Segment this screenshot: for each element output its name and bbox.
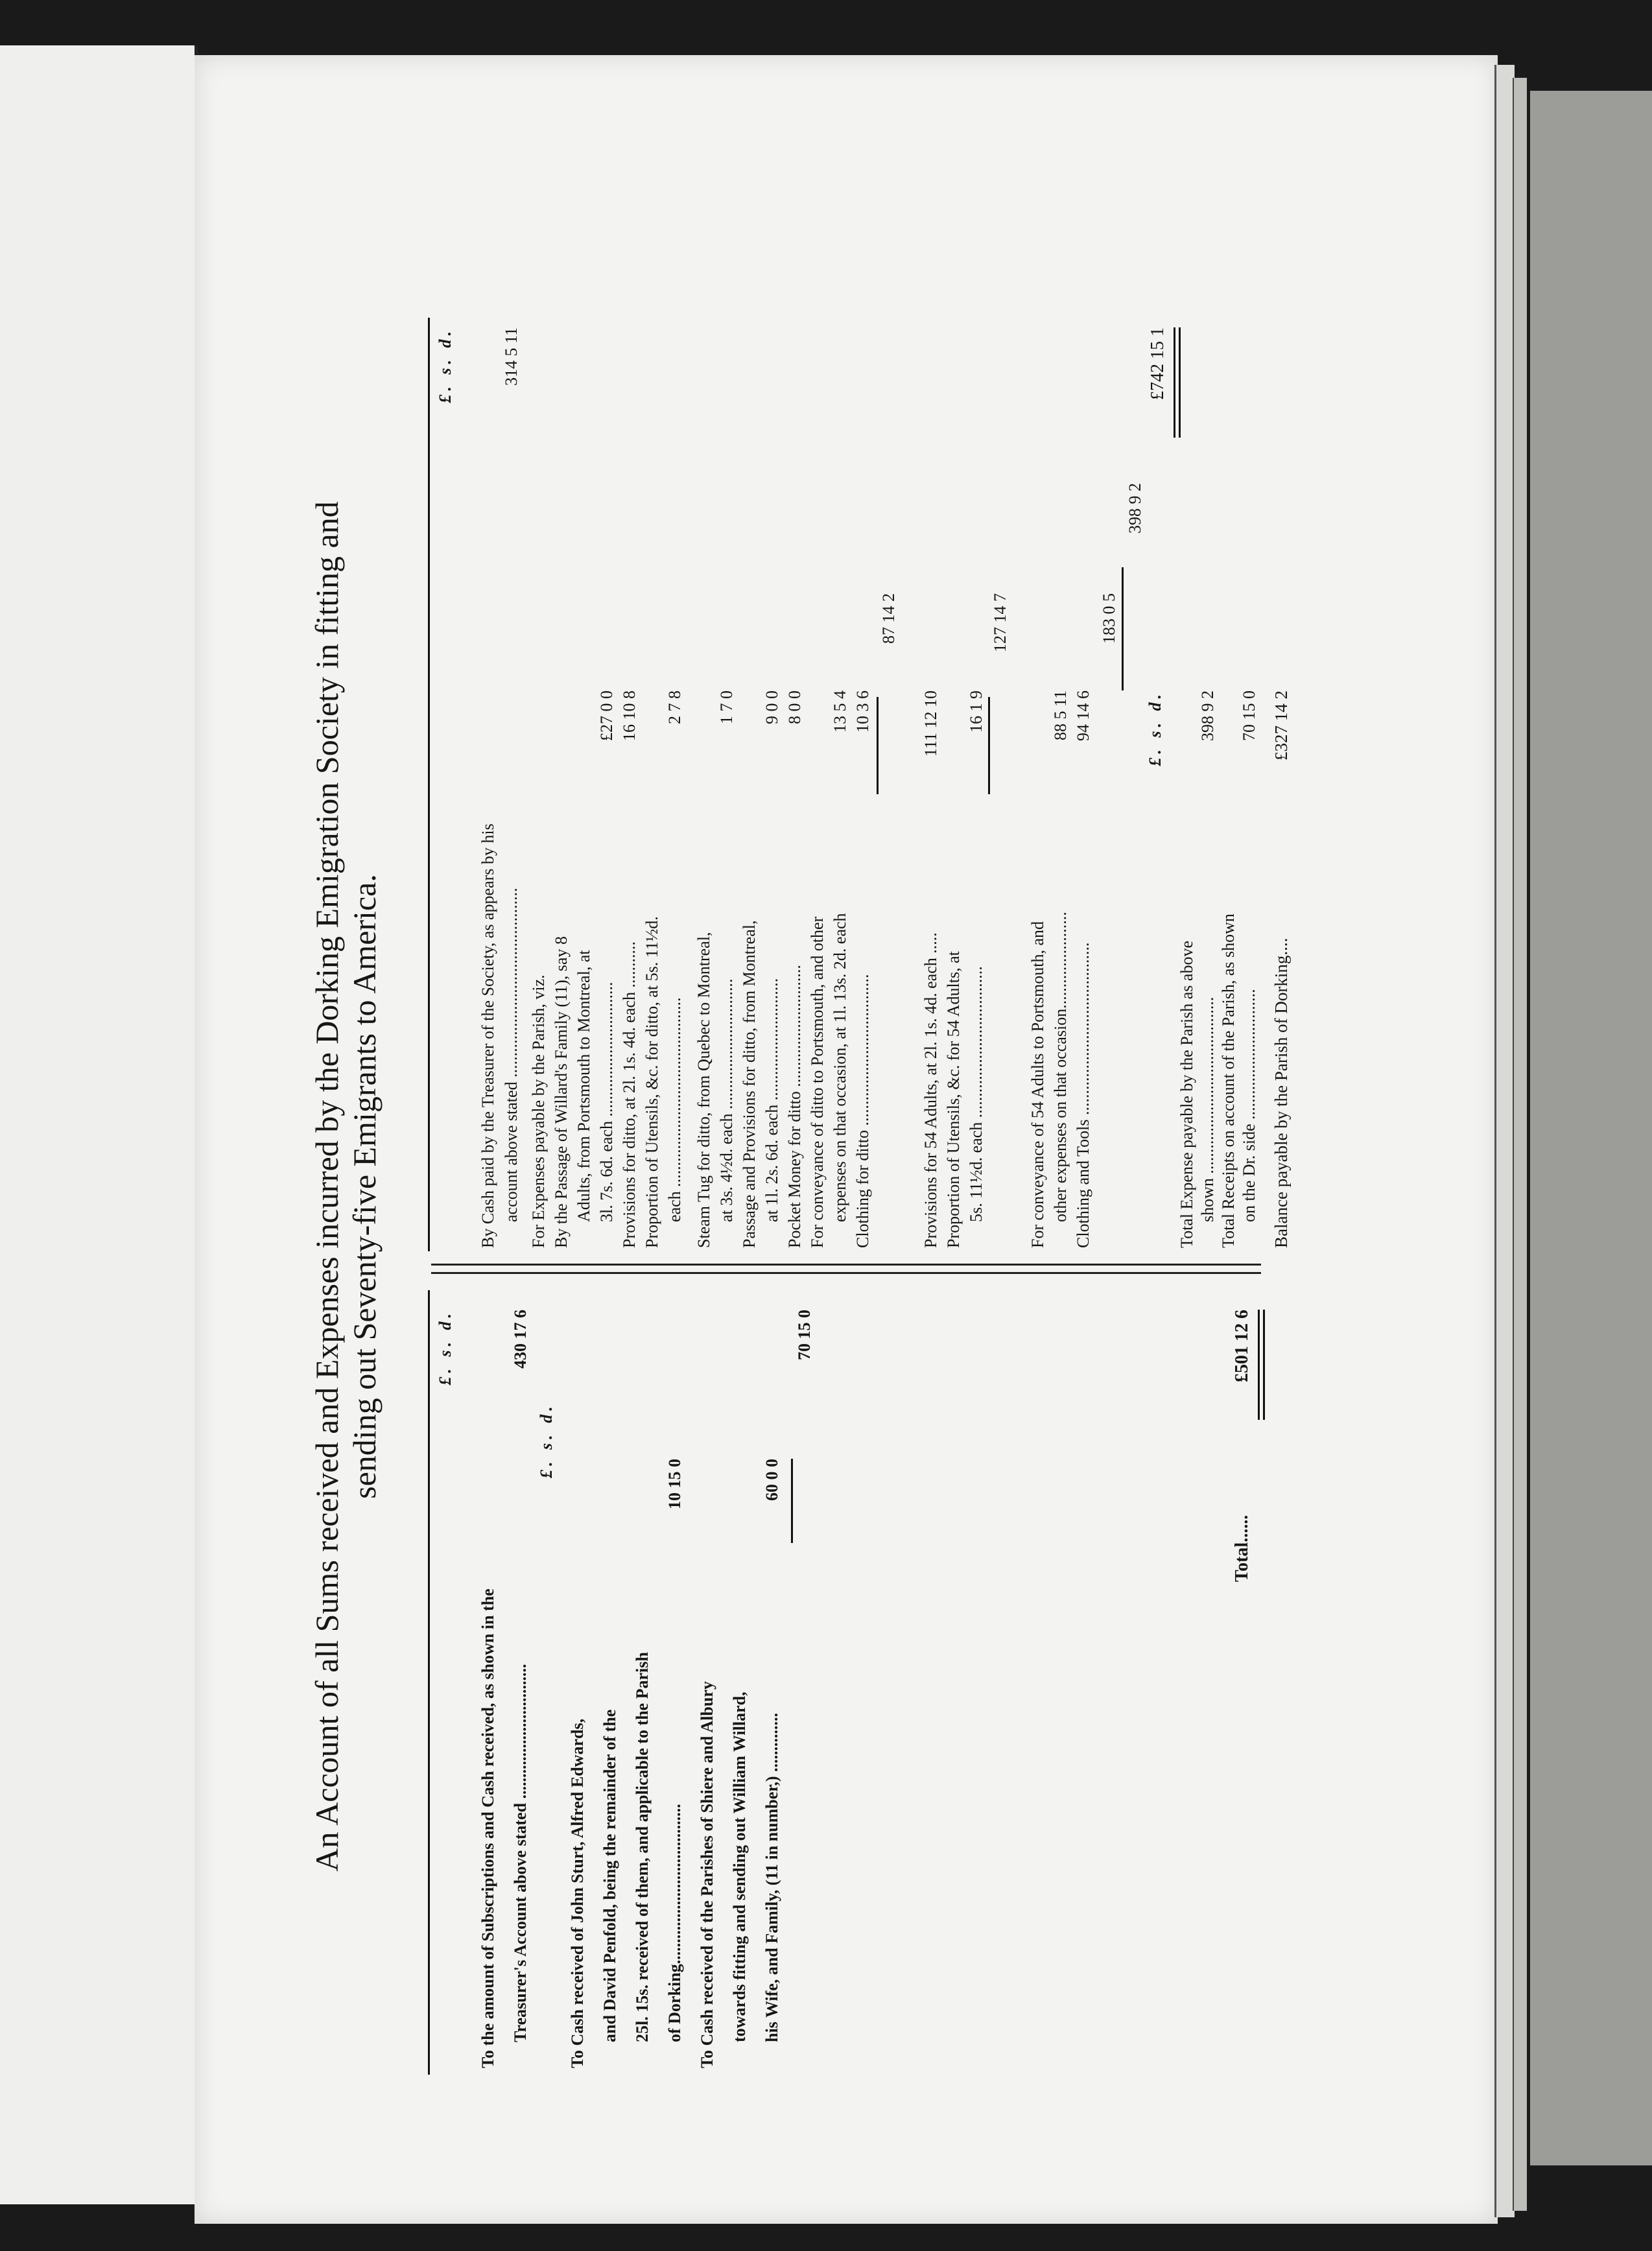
expense-line: Pocket Money for ditto ............................. <box>785 965 804 1248</box>
subtotal-rule <box>791 1459 793 1543</box>
expense-line: For conveyance of 54 Adults to Portsmouth, and <box>1028 921 1047 1248</box>
expense-sub-amount: 111 12 10 <box>921 690 940 757</box>
receipt-line: his Wife, and Family, (11 in number,) .............. <box>762 1712 781 2042</box>
currency-header: £. s. d. <box>436 327 454 403</box>
expense-sub-amount: £27 0 0 <box>597 690 616 741</box>
expense-sub-amount: 8 0 0 <box>785 690 804 724</box>
expense-sub-amount: 16 10 8 <box>620 690 639 741</box>
expense-line: Proportion of Utensils, &c. for ditto, at 5s. 11½d. <box>643 916 661 1248</box>
summary-amount: 70 15 0 <box>1240 690 1258 741</box>
expense-line: Adults, from Portsmouth to Montreal, at <box>574 950 593 1222</box>
total-amount: £501 12 6 <box>1232 1310 1252 1382</box>
grand-total-double-rule <box>1174 327 1175 438</box>
expense-line: For conveyance of ditto to Portsmouth, and other <box>808 916 827 1248</box>
sub-currency-header: £. s. d. <box>537 1402 556 1478</box>
total-double-rule <box>1258 1310 1260 1420</box>
expense-line: account above stated ............................................. <box>502 888 521 1222</box>
receipt-sub-amount: 60 0 0 <box>762 1459 781 1501</box>
expense-sub-amount: 1 7 0 <box>717 690 736 724</box>
page-edge <box>1494 65 1515 2217</box>
title-line-1: An Account of all Sums received and Expenses incurred by the Dorking Emigration Society in fitting and <box>309 501 345 1872</box>
expense-subtotal: 127 14 7 <box>991 593 1009 652</box>
summary-line: shown .......................................... <box>1198 996 1217 1222</box>
currency-header: £. s. d. <box>436 1310 454 1385</box>
expense-sub-amount: 13 5 4 <box>831 690 849 733</box>
account-columns <box>428 298 1291 2075</box>
expense-sub-amount: 2 7 8 <box>665 690 684 724</box>
receipt-line: towards fitting and sending out William Willard, <box>730 1691 749 2042</box>
expense-line: expenses on that occasion, at 1l. 13s. 2d. each <box>831 913 849 1222</box>
summary-line: on the Dr. side ............................... <box>1240 989 1258 1222</box>
expense-line: For Expenses payable by the Parish, viz. <box>529 974 548 1248</box>
expense-line: other expenses on that occasion....................... <box>1051 912 1070 1222</box>
expense-line: Provisions for 54 Adults, at 2l. 1s. 4d. each ..... <box>921 932 940 1248</box>
receipt-line: To Cash received of the Parishes of Shiere and Albury <box>698 1681 716 2068</box>
summary-line: Total Receipts on account of the Parish, as shown <box>1219 913 1238 1248</box>
rotated-account-table <box>308 272 1291 2101</box>
subtotal-rule <box>988 697 990 794</box>
expense-line: Clothing for ditto .................................... <box>853 974 872 1248</box>
expense-sub-amount: 16 1 9 <box>967 690 985 733</box>
expense-line: Provisions for ditto, at 2l. 1s. 4d. each ........... <box>620 941 639 1248</box>
document-title <box>308 272 383 2101</box>
total-label: Total...... <box>1232 1514 1252 1582</box>
expense-sub-amount: 88 5 11 <box>1051 690 1070 741</box>
expense-sub-amount: 10 3 6 <box>853 690 872 733</box>
receipt-line: of Dorking...................................... <box>665 1804 684 2042</box>
receipt-line: Treasurer's Account above stated ................................ <box>511 1664 530 2042</box>
expense-line: Passage and Provisions for ditto, from Montreal, <box>740 920 759 1248</box>
expense-line: By Cash paid by the Treasurer of the Society, as appears by his <box>478 823 497 1248</box>
expense-line: Proportion of Utensils, &c. for 54 Adults, at <box>944 951 963 1248</box>
expense-line: By the Passage of Willard's Family (11), say 8 <box>552 936 571 1248</box>
expense-line: Clothing and Tools ......................................... <box>1074 942 1092 1248</box>
summary-amount: 398 9 2 <box>1198 690 1217 741</box>
subtotal-rule <box>1122 567 1124 690</box>
summary-currency-header: £. s. d. <box>1146 690 1164 766</box>
receipt-line: 25l. 15s. received of them, and applicable to the Parish <box>633 1652 652 2042</box>
receipt-line: To Cash received of John Sturt, Alfred Edwards, <box>568 1718 587 2068</box>
grand-total: £742 15 1 <box>1148 327 1168 400</box>
expense-sub-amount: 94 14 6 <box>1074 690 1092 741</box>
expense-line: at 1l. 2s. 6d. each ............................. <box>762 978 781 1222</box>
facing-page <box>0 45 198 2204</box>
expense-line: each ............................................. <box>665 997 684 1222</box>
receipt-amount: 430 17 6 <box>511 1310 530 1369</box>
expense-line: at 3s. 4½d. each ............................... <box>717 978 736 1222</box>
receipt-amount: 70 15 0 <box>795 1310 814 1360</box>
expense-line: Steam Tug for ditto, from Quebec to Montreal, <box>694 932 713 1248</box>
balance-amount: £327 14 2 <box>1271 690 1291 760</box>
expense-line: 5s. 11½d. each .................................... <box>967 966 985 1222</box>
expense-subtotal: 183 0 5 <box>1100 593 1118 644</box>
balance-label: Balance payable by the Parish of Dorking.... <box>1271 937 1291 1248</box>
parish-subtotal: 398 9 2 <box>1126 483 1144 534</box>
receipt-line: To the amount of Subscriptions and Cash received, as shown in the <box>478 1588 497 2068</box>
book-edge <box>1530 91 1652 2165</box>
receipt-sub-amount: 10 15 0 <box>665 1459 684 1509</box>
summary-line: Total Expense payable by the Parish as above <box>1177 941 1196 1248</box>
subtotal-rule <box>877 697 879 794</box>
expense-subtotal: 87 14 2 <box>879 593 898 644</box>
expense-line: 3l. 7s. 6d. each ................................ <box>597 982 616 1222</box>
left-top-rule <box>428 1290 430 2075</box>
receipt-line: and David Penfold, being the remainder of the <box>600 1709 619 2042</box>
column-divider <box>431 1264 1261 1274</box>
expense-amount: 314 5 11 <box>502 327 521 386</box>
title-line-2: sending out Seventy-five Emigrants to America. <box>346 874 383 1499</box>
expense-sub-amount: 9 0 0 <box>762 690 781 724</box>
page-edge <box>1513 78 1527 2211</box>
right-top-rule <box>428 318 430 1251</box>
